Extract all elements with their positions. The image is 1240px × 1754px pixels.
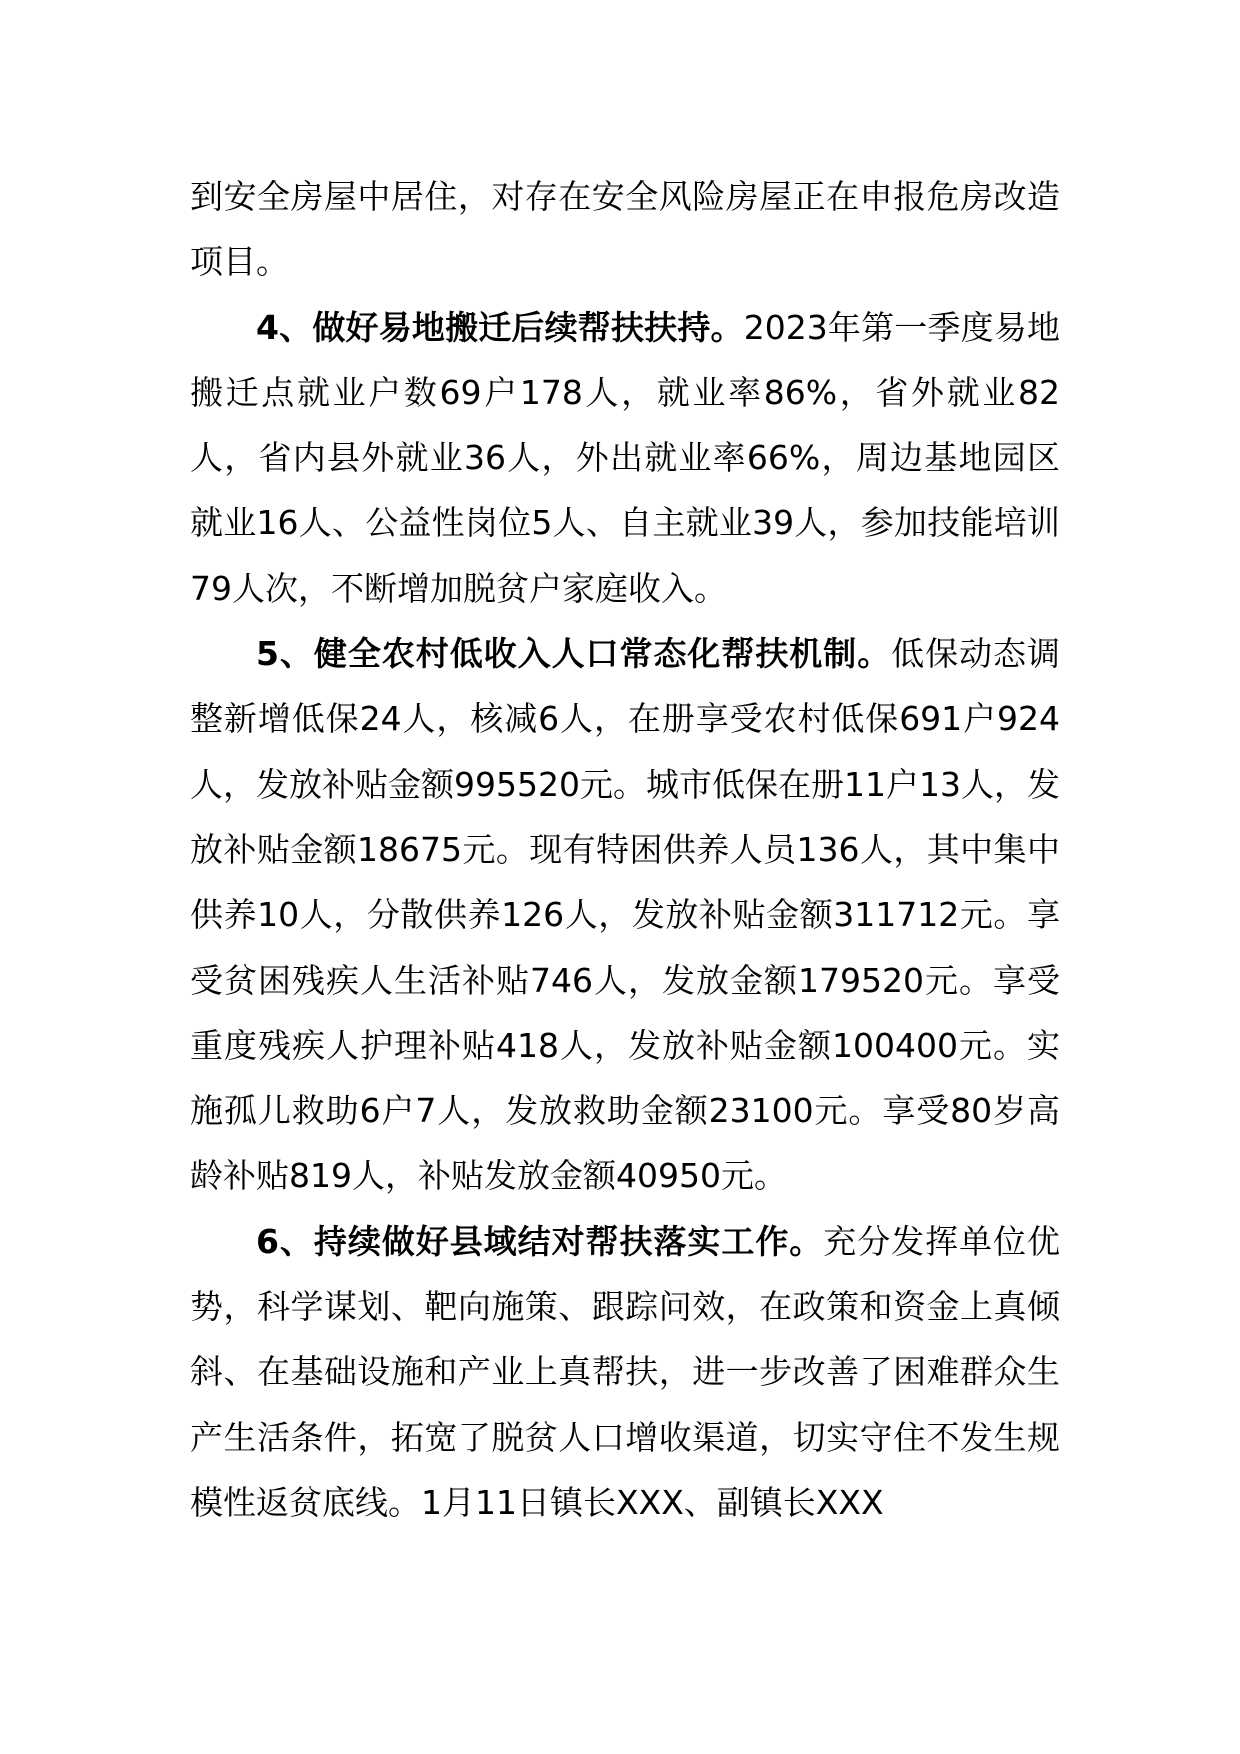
paragraph-text: 到安全房屋中居住，对存在安全风险房屋正在申报危房改造项目。 <box>190 177 1060 282</box>
paragraph-text: 充分发挥单位优势，科学谋划、靶向施策、跟踪问效，在政策和资金上真倾斜、在基础设施和产业上真帮扶，进一步改善了困难群众生产生活条件，拓宽了脱贫人口增收渠道，切实守住不发生规模性返贫底线。1月11日镇长XXX、副镇长XXX <box>190 1221 1060 1522</box>
paragraph-low-income-mechanism <box>190 621 1060 1209</box>
paragraph-heading: 4、做好易地搬迁后续帮扶扶持。 <box>256 307 744 347</box>
paragraph-county-pairing <box>190 1209 1060 1535</box>
document-page <box>190 164 1060 1535</box>
paragraph-heading: 5、健全农村低收入人口常态化帮扶机制。 <box>256 634 892 674</box>
paragraph-relocation-support <box>190 295 1060 621</box>
paragraph-continuation <box>190 164 1060 295</box>
paragraph-heading: 6、持续做好县域结对帮扶落实工作。 <box>256 1221 824 1261</box>
paragraph-text: 低保动态调整新增低保24人，核减6人，在册享受农村低保691户924人，发放补贴金额995520元。城市低保在册11户13人，发放补贴金额18675元。现有特困供养人员136人，其中集中供养10人，分散供养126人，发放补贴金额311712元。享受贫困残疾人生活补贴746人，发放金额179520元。享受重度残疾人护理补贴418人，发放补贴金额100400元。实施孤儿救助6户7人，发放救助金额23100元。享受80岁高龄补贴819人，补贴发放金额40950元。 <box>190 634 1061 1196</box>
paragraph-text: 2023年第一季度易地搬迁点就业户数69户178人，就业率86%，省外就业82人，省内县外就业36人，外出就业率66%，周边基地园区就业16人、公益性岗位5人、自主就业39人，参加技能培训79人次，不断增加脱贫户家庭收入。 <box>190 307 1061 608</box>
